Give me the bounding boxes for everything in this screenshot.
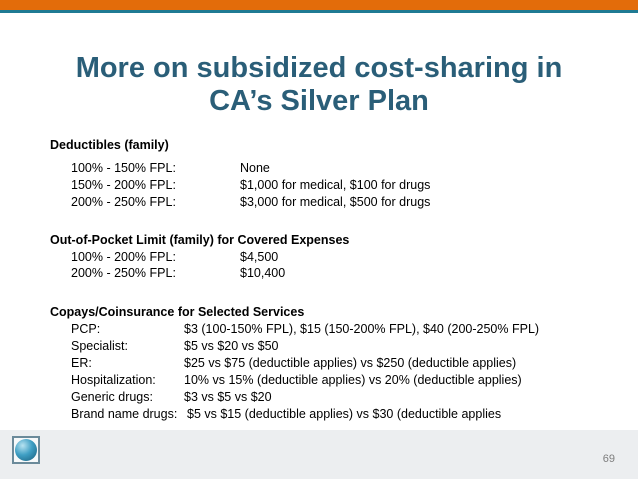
top-accent-bar: [0, 0, 638, 10]
copays-heading: Copays/Coinsurance for Selected Services: [50, 305, 305, 319]
deductible-value: $3,000 for medical, $500 for drugs: [240, 195, 431, 209]
copay-label: Specialist:: [71, 339, 128, 353]
slide-title: [0, 52, 638, 118]
oop-label: 100% - 200% FPL:: [71, 250, 176, 264]
copay-label: ER:: [71, 356, 92, 370]
footer-band: [0, 430, 638, 479]
copay-value: $3 vs $5 vs $20: [184, 390, 272, 404]
oop-value: $10,400: [240, 266, 286, 280]
deductible-label: 100% - 150% FPL:: [71, 161, 176, 175]
deductible-value: $1,000 for medical, $100 for drugs: [240, 178, 431, 192]
page-number: 69: [602, 453, 615, 465]
globe-logo-icon: [12, 436, 40, 464]
globe-orb: [15, 439, 37, 461]
deductibles-heading: Deductibles (family): [50, 138, 169, 152]
copay-value: 10% vs 15% (deductible applies) vs 20% (deductible applies): [184, 373, 522, 387]
title-line-2: CA’s Silver Plan: [209, 85, 429, 117]
copay-label: PCP:: [71, 322, 101, 336]
copay-label: Hospitalization:: [71, 373, 156, 387]
copay-value: $5 vs $20 vs $50: [184, 339, 279, 353]
oop-label: 200% - 250% FPL:: [71, 266, 176, 280]
deductible-label: 150% - 200% FPL:: [71, 178, 176, 192]
oop-value: $4,500: [240, 250, 279, 264]
deductible-label: 200% - 250% FPL:: [71, 195, 176, 209]
copay-label: Brand name drugs:: [71, 407, 178, 421]
deductible-value: None: [240, 161, 270, 175]
oop-heading: Out-of-Pocket Limit (family) for Covered Expenses: [50, 233, 350, 247]
title-line-1: More on subsidized cost-sharing in: [75, 52, 563, 84]
copay-value: $3 (100-150% FPL), $15 (150-200% FPL), $40 (200-250% FPL): [184, 322, 540, 336]
top-accent-line: [0, 10, 638, 13]
copay-value: $25 vs $75 (deductible applies) vs $250 (deductible applies): [184, 356, 517, 370]
copay-label: Generic drugs:: [71, 390, 153, 404]
copay-value: $5 vs $15 (deductible applies) vs $30 (deductible applies: [187, 407, 502, 421]
